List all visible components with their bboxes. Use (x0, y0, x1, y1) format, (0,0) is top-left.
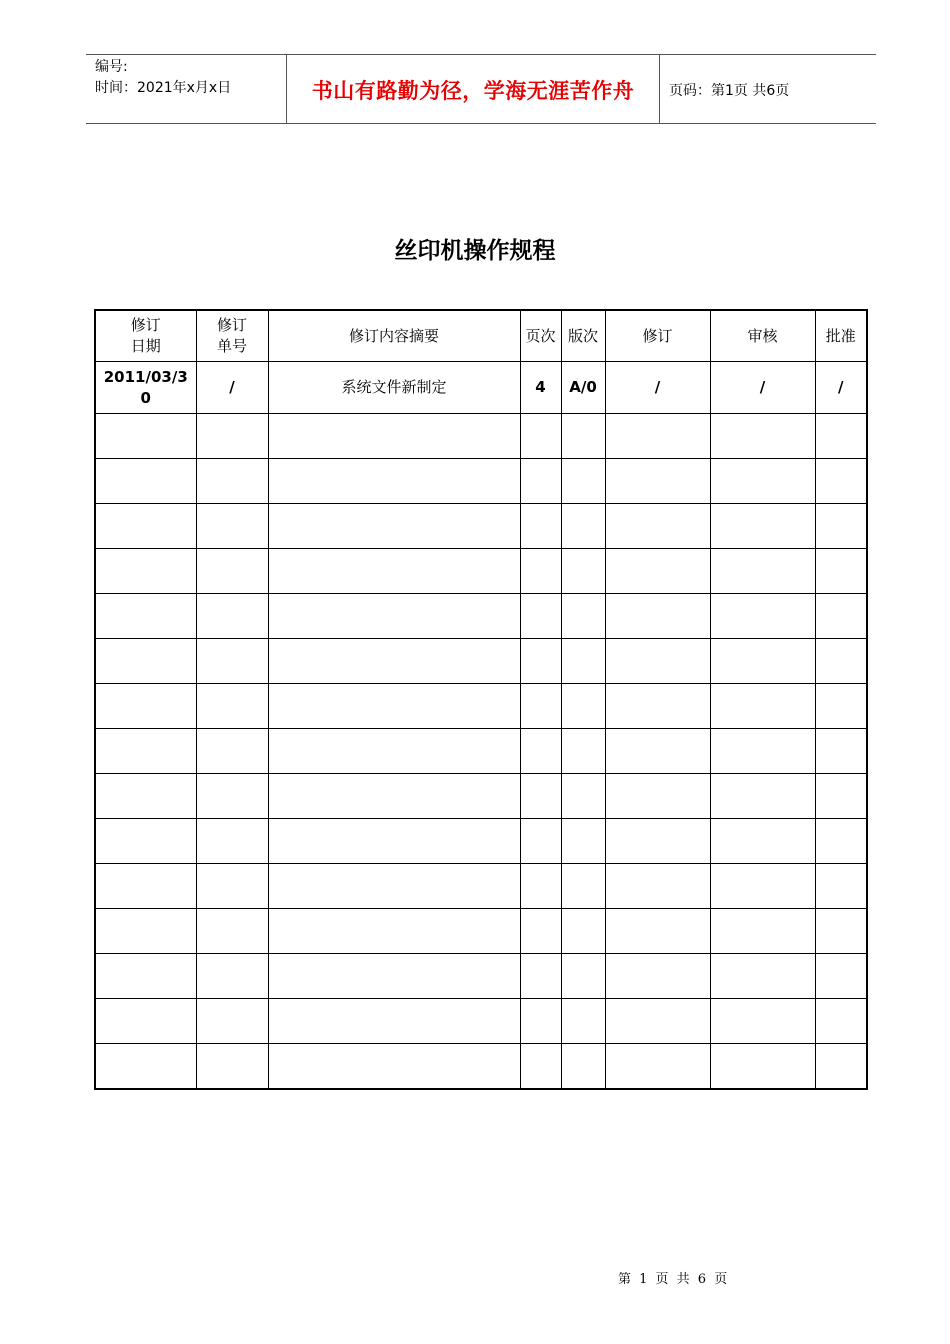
table-cell (710, 1044, 815, 1090)
header-order-no-line1: 修订 (216, 316, 247, 334)
table-cell (95, 954, 196, 999)
table-cell (605, 594, 710, 639)
table-cell (710, 504, 815, 549)
revision-table (94, 309, 868, 1090)
table-cell (561, 594, 605, 639)
table-cell (605, 639, 710, 684)
table-cell (605, 819, 710, 864)
table-cell (561, 864, 605, 909)
table-row (95, 594, 867, 639)
table-cell (815, 1044, 867, 1090)
table-cell (605, 999, 710, 1044)
table-cell (196, 864, 268, 909)
table-cell (815, 414, 867, 459)
header-version: 版次 (561, 310, 605, 362)
table-cell (95, 729, 196, 774)
document-time-label: 时间：2021年x月x日 (95, 80, 232, 96)
table-cell (561, 549, 605, 594)
cell-pages: 4 (520, 362, 561, 414)
table-cell (605, 954, 710, 999)
table-row (95, 729, 867, 774)
table-cell (95, 414, 196, 459)
table-cell (196, 909, 268, 954)
table-cell (95, 639, 196, 684)
table-row (95, 684, 867, 729)
table-cell (520, 909, 561, 954)
document-header (86, 54, 876, 124)
header-divider (659, 55, 660, 123)
table-cell (815, 774, 867, 819)
table-cell (520, 684, 561, 729)
table-cell (520, 414, 561, 459)
table-cell (561, 639, 605, 684)
table-cell (95, 549, 196, 594)
table-cell (710, 999, 815, 1044)
table-cell (95, 1044, 196, 1090)
table-cell (196, 774, 268, 819)
table-row (95, 459, 867, 504)
table-cell (815, 459, 867, 504)
header-meta (95, 57, 231, 99)
table-cell (605, 414, 710, 459)
cell-approved: / (815, 362, 867, 414)
table-cell (710, 414, 815, 459)
table-cell (196, 504, 268, 549)
document-number-label: 编号: (95, 59, 128, 75)
table-cell (95, 819, 196, 864)
table-cell (561, 729, 605, 774)
table-cell (196, 414, 268, 459)
table-cell (95, 504, 196, 549)
table-cell (95, 999, 196, 1044)
table-cell (95, 864, 196, 909)
table-row (95, 999, 867, 1044)
table-cell (268, 504, 520, 549)
table-cell (561, 1044, 605, 1090)
table-cell (268, 729, 520, 774)
cell-date-line1: 2011/03/3 (103, 367, 188, 386)
table-cell (268, 864, 520, 909)
table-cell (605, 864, 710, 909)
table-cell (268, 819, 520, 864)
table-cell (520, 729, 561, 774)
table-cell (815, 954, 867, 999)
table-cell (268, 414, 520, 459)
table-cell (815, 549, 867, 594)
table-cell (605, 504, 710, 549)
table-cell (196, 684, 268, 729)
table-cell (561, 504, 605, 549)
table-cell (815, 999, 867, 1044)
table-cell (605, 729, 710, 774)
table-row (95, 909, 867, 954)
table-cell (520, 639, 561, 684)
table-cell (605, 1044, 710, 1090)
table-cell (710, 819, 815, 864)
table-cell (561, 819, 605, 864)
table-cell (815, 504, 867, 549)
table-cell (95, 684, 196, 729)
cell-date-line2: 0 (140, 388, 151, 407)
table-cell (520, 774, 561, 819)
table-cell (815, 819, 867, 864)
table-row (95, 549, 867, 594)
header-reviewed: 审核 (710, 310, 815, 362)
table-cell (710, 459, 815, 504)
table-cell (605, 459, 710, 504)
table-cell (196, 639, 268, 684)
header-revision-date-line1: 修订 (130, 316, 161, 334)
table-cell (268, 549, 520, 594)
header-revised: 修订 (605, 310, 710, 362)
header-motto: 书山有路勤为径，学海无涯苦作舟 (311, 78, 635, 103)
header-page-label: 页码：第1页 共6页 (669, 83, 790, 99)
table-cell (561, 774, 605, 819)
table-cell (605, 909, 710, 954)
table-cell (196, 1044, 268, 1090)
page-footer: 第 1 页 共 6 页 (618, 1272, 728, 1287)
table-cell (196, 819, 268, 864)
table-cell (815, 909, 867, 954)
header-order-no-line2: 单号 (216, 337, 247, 355)
table-cell (710, 639, 815, 684)
table-cell (268, 684, 520, 729)
table-cell (710, 774, 815, 819)
table-row (95, 774, 867, 819)
table-cell (561, 999, 605, 1044)
table-cell (561, 954, 605, 999)
table-cell (95, 909, 196, 954)
table-cell (710, 864, 815, 909)
table-cell (815, 864, 867, 909)
table-cell (268, 909, 520, 954)
table-cell (520, 459, 561, 504)
table-cell (268, 774, 520, 819)
table-cell (268, 639, 520, 684)
table-cell (520, 819, 561, 864)
table-cell (196, 459, 268, 504)
table-cell (196, 999, 268, 1044)
table-row (95, 362, 867, 414)
table-row (95, 1044, 867, 1090)
header-revision-date-line2: 日期 (130, 337, 161, 355)
table-cell (268, 459, 520, 504)
table-cell (561, 459, 605, 504)
table-row (95, 504, 867, 549)
cell-revision-date (95, 362, 196, 414)
table-cell (710, 549, 815, 594)
header-revision-date (95, 310, 196, 362)
table-cell (268, 954, 520, 999)
table-cell (520, 954, 561, 999)
table-cell (196, 549, 268, 594)
table-cell (196, 729, 268, 774)
table-cell (815, 639, 867, 684)
table-cell (268, 594, 520, 639)
table-cell (815, 594, 867, 639)
document-title: 丝印机操作规程 (394, 237, 556, 264)
table-cell (196, 594, 268, 639)
table-cell (561, 414, 605, 459)
table-cell (815, 729, 867, 774)
table-cell (710, 729, 815, 774)
table-cell (710, 684, 815, 729)
header-approved: 批准 (815, 310, 867, 362)
table-cell (520, 504, 561, 549)
table-cell (605, 549, 710, 594)
table-row (95, 954, 867, 999)
table-cell (605, 684, 710, 729)
table-cell (520, 549, 561, 594)
table-cell (268, 999, 520, 1044)
cell-reviewed: / (710, 362, 815, 414)
table-cell (561, 684, 605, 729)
table-row (95, 639, 867, 684)
table-row (95, 414, 867, 459)
table-cell (605, 774, 710, 819)
table-cell (520, 864, 561, 909)
table-cell (710, 909, 815, 954)
table-row (95, 819, 867, 864)
table-cell (520, 594, 561, 639)
table-header-row (95, 310, 867, 362)
table-cell (815, 684, 867, 729)
cell-summary: 系统文件新制定 (268, 362, 520, 414)
table-cell (268, 1044, 520, 1090)
table-cell (95, 594, 196, 639)
cell-version: A/0 (561, 362, 605, 414)
table-cell (196, 954, 268, 999)
header-pages: 页次 (520, 310, 561, 362)
table-cell (520, 999, 561, 1044)
table-cell (520, 1044, 561, 1090)
cell-revised: / (605, 362, 710, 414)
table-cell (95, 459, 196, 504)
cell-order-no: / (196, 362, 268, 414)
header-revision-order-no (196, 310, 268, 362)
table-row (95, 864, 867, 909)
header-summary: 修订内容摘要 (268, 310, 520, 362)
table-cell (710, 954, 815, 999)
table-cell (95, 774, 196, 819)
table-cell (561, 909, 605, 954)
table-cell (710, 594, 815, 639)
